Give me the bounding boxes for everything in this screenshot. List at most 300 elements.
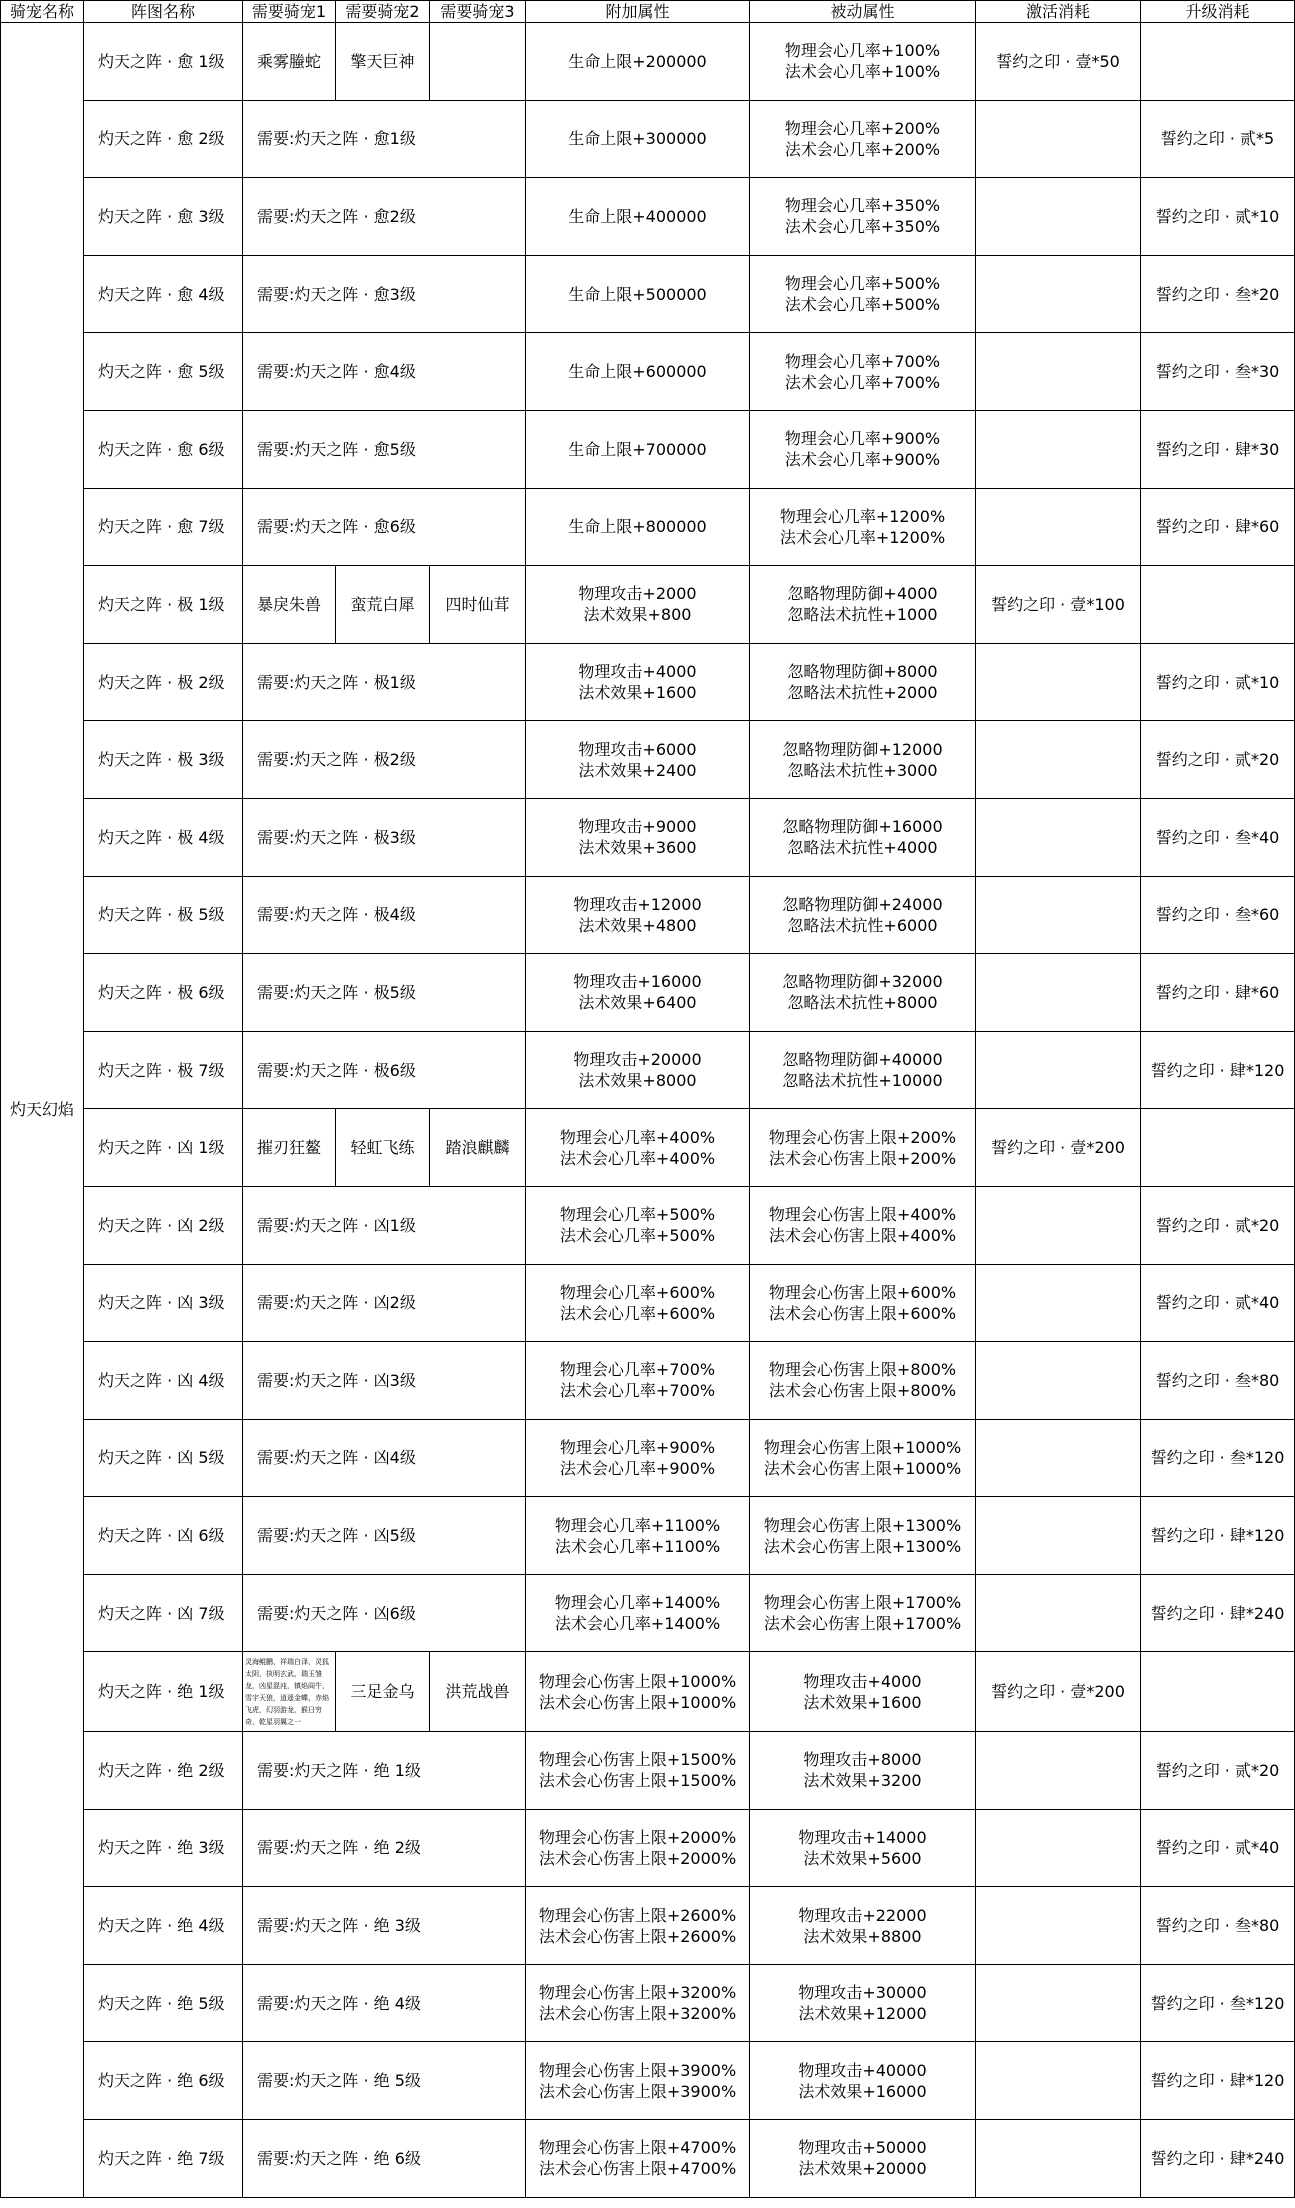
- formation-name-cell: 灼天之阵 · 愈 4级: [84, 255, 243, 333]
- bonus-attribute-cell-line: 法术效果+800: [583, 605, 692, 625]
- requirement-cell: 需要:灼天之阵 · 愈2级: [243, 178, 526, 256]
- activation-cost-cell: [976, 100, 1141, 178]
- passive-attribute-cell-line: 法术会心伤害上限+200%: [768, 1148, 957, 1168]
- table-row: [1, 876, 1295, 954]
- passive-attribute-cell-line: 物理攻击+22000: [798, 1905, 927, 1925]
- activation-cost-cell: [976, 333, 1141, 411]
- header-cell: 附加属性: [526, 1, 750, 23]
- requirement-cell: 需要:灼天之阵 · 凶4级: [243, 1419, 526, 1497]
- activation-cost-cell: [976, 643, 1141, 721]
- upgrade-cost-cell: 誓约之印 · 叁*40: [1141, 798, 1295, 876]
- bonus-attribute-cell-line: 物理攻击+16000: [573, 972, 702, 992]
- required-pet-1-cell: 暴戾朱兽: [243, 566, 336, 644]
- bonus-attribute-cell-line: 法术会心伤害上限+1000%: [538, 1692, 737, 1712]
- passive-attribute-cell: [750, 1342, 976, 1420]
- passive-attribute-cell-line: 物理会心伤害上限+800%: [768, 1360, 957, 1380]
- formation-name-cell: 灼天之阵 · 绝 4级: [84, 1887, 243, 1965]
- passive-attribute-cell-line: 物理攻击+8000: [803, 1750, 922, 1770]
- bonus-attribute-cell: [526, 1419, 750, 1497]
- bonus-attribute-cell-line: 法术会心几率+400%: [559, 1148, 716, 1168]
- bonus-attribute-cell-line: 法术会心几率+600%: [559, 1303, 716, 1323]
- required-pet-2-cell: 轻虹飞练: [336, 1109, 430, 1187]
- passive-attribute-cell: [750, 1887, 976, 1965]
- bonus-attribute-cell-line: 物理攻击+4000: [578, 662, 697, 682]
- table-row: [1, 1887, 1295, 1965]
- formation-name-cell: 灼天之阵 · 绝 1级: [84, 1652, 243, 1732]
- upgrade-cost-cell: 誓约之印 · 叁*120: [1141, 1419, 1295, 1497]
- passive-attribute-cell: [750, 1264, 976, 1342]
- formation-name-cell: 灼天之阵 · 凶 2级: [84, 1186, 243, 1264]
- passive-attribute-cell: [750, 876, 976, 954]
- upgrade-cost-cell: 誓约之印 · 肆*60: [1141, 488, 1295, 566]
- requirement-cell: 需要:灼天之阵 · 极3级: [243, 798, 526, 876]
- bonus-attribute-cell: [526, 1732, 750, 1810]
- header-cell: 被动属性: [750, 1, 976, 23]
- table-row: [1, 2042, 1295, 2120]
- bonus-attribute-cell-line: 法术效果+3600: [578, 838, 697, 858]
- bonus-attribute-cell-line: 法术效果+4800: [578, 915, 697, 935]
- bonus-attribute-cell-line: 物理会心几率+500%: [559, 1205, 716, 1225]
- table-row: [1, 1419, 1295, 1497]
- bonus-attribute-cell-line: 生命上限+600000: [568, 362, 707, 382]
- passive-attribute-cell-line: 法术会心伤害上限+400%: [768, 1226, 957, 1246]
- passive-attribute-cell: [750, 1964, 976, 2042]
- requirement-cell: 需要:灼天之阵 · 极2级: [243, 721, 526, 799]
- table-row: [1, 100, 1295, 178]
- passive-attribute-cell-line: 法术效果+8800: [803, 1926, 922, 1946]
- activation-cost-cell: 誓约之印 · 壹*200: [976, 1109, 1141, 1187]
- bonus-attribute-cell-line: 物理会心伤害上限+1500%: [538, 1750, 737, 1770]
- upgrade-cost-cell: 誓约之印 · 贰*40: [1141, 1264, 1295, 1342]
- passive-attribute-cell-line: 忽略物理防御+12000: [782, 739, 943, 759]
- bonus-attribute-cell: [526, 876, 750, 954]
- passive-attribute-cell-line: 物理攻击+50000: [798, 2138, 927, 2158]
- activation-cost-cell: [976, 410, 1141, 488]
- bonus-attribute-cell: [526, 255, 750, 333]
- bonus-attribute-cell-line: 法术会心伤害上限+1500%: [538, 1771, 737, 1791]
- formation-name-cell: 灼天之阵 · 愈 2级: [84, 100, 243, 178]
- activation-cost-cell: [976, 488, 1141, 566]
- passive-attribute-cell-line: 法术会心几率+100%: [784, 62, 941, 82]
- activation-cost-cell: [976, 255, 1141, 333]
- bonus-attribute-cell: [526, 1964, 750, 2042]
- requirement-cell: 需要:灼天之阵 · 愈1级: [243, 100, 526, 178]
- upgrade-cost-cell: [1141, 1109, 1295, 1187]
- requirement-cell: 需要:灼天之阵 · 凶6级: [243, 1574, 526, 1652]
- activation-cost-cell: [976, 721, 1141, 799]
- activation-cost-cell: [976, 1809, 1141, 1887]
- upgrade-cost-cell: 誓约之印 · 贰*20: [1141, 1732, 1295, 1810]
- passive-attribute-cell-line: 物理会心伤害上限+200%: [768, 1127, 957, 1147]
- activation-cost-cell: [976, 178, 1141, 256]
- upgrade-cost-cell: 誓约之印 · 贰*20: [1141, 1186, 1295, 1264]
- passive-attribute-cell-line: 物理会心伤害上限+600%: [768, 1282, 957, 1302]
- bonus-attribute-cell-line: 法术效果+1600: [578, 683, 697, 703]
- passive-attribute-cell-line: 物理会心几率+700%: [784, 351, 941, 371]
- bonus-attribute-cell: [526, 2042, 750, 2120]
- formation-name-cell: 灼天之阵 · 绝 3级: [84, 1809, 243, 1887]
- passive-attribute-cell-line: 法术会心几率+900%: [784, 450, 941, 470]
- passive-attribute-cell: [750, 1497, 976, 1575]
- requirement-cell: 需要:灼天之阵 · 愈3级: [243, 255, 526, 333]
- bonus-attribute-cell: [526, 1574, 750, 1652]
- table-row: [1, 1809, 1295, 1887]
- bonus-attribute-cell: [526, 333, 750, 411]
- formation-name-cell: 灼天之阵 · 凶 4级: [84, 1342, 243, 1420]
- table-row: [1, 1342, 1295, 1420]
- required-pet-2-cell: 三足金乌: [336, 1652, 430, 1732]
- table-row: [1, 954, 1295, 1032]
- passive-attribute-cell: [750, 100, 976, 178]
- bonus-attribute-cell-line: 生命上限+800000: [568, 517, 707, 537]
- requirement-cell: 需要:灼天之阵 · 绝 6级: [243, 2120, 526, 2198]
- passive-attribute-cell-line: 法术会心几率+200%: [784, 139, 941, 159]
- activation-cost-cell: [976, 876, 1141, 954]
- requirement-cell: 需要:灼天之阵 · 极4级: [243, 876, 526, 954]
- bonus-attribute-cell-line: 物理会心几率+700%: [559, 1360, 716, 1380]
- table-row: [1, 1031, 1295, 1109]
- bonus-attribute-cell: [526, 178, 750, 256]
- bonus-attribute-cell-line: 法术效果+8000: [578, 1071, 697, 1091]
- passive-attribute-cell: [750, 1419, 976, 1497]
- passive-attribute-cell-line: 忽略法术抗性+3000: [787, 760, 938, 780]
- formation-name-cell: 灼天之阵 · 愈 7级: [84, 488, 243, 566]
- bonus-attribute-cell-line: 物理会心几率+600%: [559, 1282, 716, 1302]
- required-pet-3-cell: 洪荒战兽: [430, 1652, 526, 1732]
- passive-attribute-cell-line: 法术效果+1600: [803, 1692, 922, 1712]
- header-cell: 需要骑宠3: [430, 1, 526, 23]
- activation-cost-cell: [976, 1497, 1141, 1575]
- required-pet-1-cell: 灵海鲲鹏，祥瑞白泽，灵狐太阴，执明玄武，瑞玉雏龙，凶星混沌，镇焰阎牛，雪宇天狼，逍遥金蝶，赤焰飞虎，幻羽游龙，猴日穷奇，乾星羽翼之一: [243, 1652, 336, 1732]
- header-cell: 激活消耗: [976, 1, 1141, 23]
- header-cell: 需要骑宠1: [243, 1, 336, 23]
- upgrade-cost-cell: 誓约之印 · 肆*240: [1141, 2120, 1295, 2198]
- bonus-attribute-cell-line: 生命上限+400000: [568, 206, 707, 226]
- bonus-attribute-cell-line: 物理会心伤害上限+4700%: [538, 2138, 737, 2158]
- passive-attribute-cell-line: 忽略法术抗性+10000: [782, 1071, 943, 1091]
- bonus-attribute-cell-line: 法术效果+2400: [578, 760, 697, 780]
- bonus-attribute-cell-line: 法术会心几率+500%: [559, 1226, 716, 1246]
- bonus-attribute-cell-line: 物理攻击+12000: [573, 894, 702, 914]
- passive-attribute-cell-line: 法术效果+16000: [798, 2081, 927, 2101]
- activation-cost-cell: 誓约之印 · 壹*100: [976, 566, 1141, 644]
- required-pet-3-cell: 四时仙茸: [430, 566, 526, 644]
- requirement-cell: 需要:灼天之阵 · 绝 1级: [243, 1732, 526, 1810]
- formation-name-cell: 灼天之阵 · 凶 1级: [84, 1109, 243, 1187]
- activation-cost-cell: [976, 2120, 1141, 2198]
- table-row: [1, 1497, 1295, 1575]
- bonus-attribute-cell-line: 物理会心伤害上限+1000%: [538, 1671, 737, 1691]
- formation-name-cell: 灼天之阵 · 凶 3级: [84, 1264, 243, 1342]
- header-cell: 升级消耗: [1141, 1, 1295, 23]
- activation-cost-cell: [976, 1574, 1141, 1652]
- bonus-attribute-cell-line: 生命上限+200000: [568, 51, 707, 71]
- table-header-row: [1, 1, 1295, 23]
- table-row: [1, 178, 1295, 256]
- header-cell: 需要骑宠2: [336, 1, 430, 23]
- passive-attribute-cell-line: 忽略法术抗性+2000: [787, 683, 938, 703]
- activation-cost-cell: 誓约之印 · 壹*50: [976, 23, 1141, 101]
- formation-name-cell: 灼天之阵 · 愈 5级: [84, 333, 243, 411]
- activation-cost-cell: [976, 1887, 1141, 1965]
- requirement-cell: 需要:灼天之阵 · 极5级: [243, 954, 526, 1032]
- passive-attribute-cell: [750, 1809, 976, 1887]
- passive-attribute-cell: [750, 954, 976, 1032]
- passive-attribute-cell: [750, 178, 976, 256]
- passive-attribute-cell-line: 物理攻击+4000: [803, 1671, 922, 1691]
- upgrade-cost-cell: 誓约之印 · 叁*80: [1141, 1887, 1295, 1965]
- passive-attribute-cell-line: 物理会心伤害上限+1000%: [763, 1437, 962, 1457]
- passive-attribute-cell: [750, 1186, 976, 1264]
- pet-name-cell: 灼天幻焰: [1, 23, 84, 2198]
- required-pet-2-cell: 擎天巨神: [336, 23, 430, 101]
- bonus-attribute-cell: [526, 1809, 750, 1887]
- requirement-cell: 需要:灼天之阵 · 绝 5级: [243, 2042, 526, 2120]
- required-pet-3-cell: 踏浪麒麟: [430, 1109, 526, 1187]
- upgrade-cost-cell: 誓约之印 · 肆*120: [1141, 1031, 1295, 1109]
- formation-name-cell: 灼天之阵 · 凶 6级: [84, 1497, 243, 1575]
- requirement-cell: 需要:灼天之阵 · 凶5级: [243, 1497, 526, 1575]
- passive-attribute-cell-line: 忽略物理防御+40000: [782, 1050, 943, 1070]
- activation-cost-cell: [976, 1031, 1141, 1109]
- bonus-attribute-cell-line: 物理攻击+6000: [578, 739, 697, 759]
- bonus-attribute-cell: [526, 1264, 750, 1342]
- passive-attribute-cell-line: 忽略物理防御+4000: [787, 584, 938, 604]
- upgrade-cost-cell: 誓约之印 · 叁*60: [1141, 876, 1295, 954]
- header-cell: 骑宠名称: [1, 1, 84, 23]
- upgrade-cost-cell: 誓约之印 · 贰*20: [1141, 721, 1295, 799]
- bonus-attribute-cell: [526, 1887, 750, 1965]
- formation-name-cell: 灼天之阵 · 极 6级: [84, 954, 243, 1032]
- formation-name-cell: 灼天之阵 · 极 2级: [84, 643, 243, 721]
- bonus-attribute-cell: [526, 1186, 750, 1264]
- bonus-attribute-cell-line: 物理攻击+9000: [578, 817, 697, 837]
- formation-name-cell: 灼天之阵 · 愈 1级: [84, 23, 243, 101]
- passive-attribute-cell: [750, 1652, 976, 1732]
- bonus-attribute-cell: [526, 1497, 750, 1575]
- passive-attribute-cell-line: 物理攻击+14000: [798, 1827, 927, 1847]
- passive-attribute-cell: [750, 255, 976, 333]
- bonus-attribute-cell-line: 法术效果+6400: [578, 993, 697, 1013]
- table-row: [1, 1109, 1295, 1187]
- required-pet-1-cell: 摧刃狂鳌: [243, 1109, 336, 1187]
- bonus-attribute-cell: [526, 1342, 750, 1420]
- bonus-attribute-cell-line: 生命上限+500000: [568, 284, 707, 304]
- bonus-attribute-cell-line: 法术会心几率+900%: [559, 1458, 716, 1478]
- requirement-cell: 需要:灼天之阵 · 凶1级: [243, 1186, 526, 1264]
- bonus-attribute-cell-line: 物理会心伤害上限+3200%: [538, 1983, 737, 2003]
- bonus-attribute-cell-line: 法术会心几率+700%: [559, 1381, 716, 1401]
- passive-attribute-cell-line: 法术效果+12000: [798, 2004, 927, 2024]
- requirement-cell: 需要:灼天之阵 · 愈4级: [243, 333, 526, 411]
- passive-attribute-cell: [750, 1031, 976, 1109]
- table-row: [1, 1964, 1295, 2042]
- bonus-attribute-cell: [526, 1031, 750, 1109]
- table-row: [1, 1264, 1295, 1342]
- bonus-attribute-cell-line: 法术会心伤害上限+2600%: [538, 1926, 737, 1946]
- passive-attribute-cell-line: 法术会心伤害上限+600%: [768, 1303, 957, 1323]
- passive-attribute-cell-line: 物理会心几率+350%: [784, 196, 941, 216]
- activation-cost-cell: [976, 2042, 1141, 2120]
- bonus-attribute-cell: [526, 23, 750, 101]
- table-row: [1, 798, 1295, 876]
- upgrade-cost-cell: 誓约之印 · 肆*30: [1141, 410, 1295, 488]
- table-row: [1, 23, 1295, 101]
- formation-name-cell: 灼天之阵 · 绝 6级: [84, 2042, 243, 2120]
- passive-attribute-cell-line: 忽略法术抗性+8000: [787, 993, 938, 1013]
- bonus-attribute-cell: [526, 566, 750, 644]
- activation-cost-cell: [976, 1964, 1141, 2042]
- upgrade-cost-cell: 誓约之印 · 叁*80: [1141, 1342, 1295, 1420]
- table-row: [1, 566, 1295, 644]
- formation-name-cell: 灼天之阵 · 绝 5级: [84, 1964, 243, 2042]
- upgrade-cost-cell: 誓约之印 · 肆*60: [1141, 954, 1295, 1032]
- passive-attribute-cell: [750, 410, 976, 488]
- bonus-attribute-cell-line: 物理攻击+2000: [578, 584, 697, 604]
- activation-cost-cell: [976, 798, 1141, 876]
- bonus-attribute-cell-line: 生命上限+700000: [568, 439, 707, 459]
- bonus-attribute-cell: [526, 100, 750, 178]
- requirement-cell: 需要:灼天之阵 · 极1级: [243, 643, 526, 721]
- upgrade-cost-cell: [1141, 23, 1295, 101]
- upgrade-cost-cell: 誓约之印 · 叁*20: [1141, 255, 1295, 333]
- bonus-attribute-cell-line: 法术会心伤害上限+4700%: [538, 2159, 737, 2179]
- passive-attribute-cell-line: 法术会心伤害上限+1300%: [763, 1536, 962, 1556]
- table-row: [1, 1652, 1295, 1732]
- upgrade-cost-cell: 誓约之印 · 贰*10: [1141, 178, 1295, 256]
- requirement-cell: 需要:灼天之阵 · 凶3级: [243, 1342, 526, 1420]
- bonus-attribute-cell-line: 法术会心伤害上限+3900%: [538, 2081, 737, 2101]
- requirement-cell: 需要:灼天之阵 · 绝 3级: [243, 1887, 526, 1965]
- bonus-attribute-cell: [526, 721, 750, 799]
- formation-name-cell: 灼天之阵 · 极 3级: [84, 721, 243, 799]
- formation-name-cell: 灼天之阵 · 极 4级: [84, 798, 243, 876]
- passive-attribute-cell-line: 法术会心几率+500%: [784, 295, 941, 315]
- upgrade-cost-cell: [1141, 1652, 1295, 1732]
- bonus-attribute-cell-line: 物理会心几率+1100%: [554, 1515, 721, 1535]
- bonus-attribute-cell: [526, 1652, 750, 1732]
- required-pet-2-cell: 蛮荒白犀: [336, 566, 430, 644]
- passive-attribute-cell: [750, 721, 976, 799]
- formation-name-cell: 灼天之阵 · 极 7级: [84, 1031, 243, 1109]
- passive-attribute-cell-line: 物理会心伤害上限+1700%: [763, 1593, 962, 1613]
- passive-attribute-cell-line: 法术效果+20000: [798, 2159, 927, 2179]
- table-row: [1, 255, 1295, 333]
- table-row: [1, 333, 1295, 411]
- upgrade-cost-cell: 誓约之印 · 肆*240: [1141, 1574, 1295, 1652]
- bonus-attribute-cell-line: 物理会心伤害上限+2000%: [538, 1827, 737, 1847]
- activation-cost-cell: [976, 1419, 1141, 1497]
- requirement-cell: 需要:灼天之阵 · 愈5级: [243, 410, 526, 488]
- bonus-attribute-cell-line: 物理会心伤害上限+2600%: [538, 1905, 737, 1925]
- passive-attribute-cell-line: 法术会心伤害上限+800%: [768, 1381, 957, 1401]
- passive-attribute-cell-line: 法术会心几率+350%: [784, 217, 941, 237]
- passive-attribute-cell: [750, 1732, 976, 1810]
- passive-attribute-cell: [750, 566, 976, 644]
- bonus-attribute-cell-line: 法术会心伤害上限+3200%: [538, 2004, 737, 2024]
- required-pet-1-cell: 乘雾螣蛇: [243, 23, 336, 101]
- formation-name-cell: 灼天之阵 · 凶 7级: [84, 1574, 243, 1652]
- bonus-attribute-cell-line: 物理攻击+20000: [573, 1050, 702, 1070]
- bonus-attribute-cell: [526, 643, 750, 721]
- formation-name-cell: 灼天之阵 · 极 5级: [84, 876, 243, 954]
- formation-name-cell: 灼天之阵 · 绝 7级: [84, 2120, 243, 2198]
- passive-attribute-cell-line: 忽略物理防御+16000: [782, 817, 943, 837]
- bonus-attribute-cell: [526, 954, 750, 1032]
- table-row: [1, 643, 1295, 721]
- passive-attribute-cell: [750, 1109, 976, 1187]
- bonus-attribute-cell-line: 物理会心几率+1400%: [554, 1593, 721, 1613]
- activation-cost-cell: [976, 1264, 1141, 1342]
- requirement-cell: 需要:灼天之阵 · 绝 2级: [243, 1809, 526, 1887]
- passive-attribute-cell-line: 忽略法术抗性+4000: [787, 838, 938, 858]
- bonus-attribute-cell: [526, 798, 750, 876]
- table-row: [1, 721, 1295, 799]
- table-row: [1, 410, 1295, 488]
- formation-name-cell: 灼天之阵 · 极 1级: [84, 566, 243, 644]
- passive-attribute-cell-line: 忽略法术抗性+6000: [787, 915, 938, 935]
- activation-cost-cell: [976, 1186, 1141, 1264]
- passive-attribute-cell-line: 物理会心几率+200%: [784, 118, 941, 138]
- bonus-attribute-cell-line: 法术会心几率+1100%: [554, 1536, 721, 1556]
- requirement-cell: 需要:灼天之阵 · 绝 4级: [243, 1964, 526, 2042]
- formation-name-cell: 灼天之阵 · 愈 6级: [84, 410, 243, 488]
- passive-attribute-cell: [750, 333, 976, 411]
- bonus-attribute-cell-line: 物理会心伤害上限+3900%: [538, 2060, 737, 2080]
- upgrade-cost-cell: 誓约之印 · 肆*120: [1141, 2042, 1295, 2120]
- passive-attribute-cell-line: 法术会心伤害上限+1700%: [763, 1614, 962, 1634]
- passive-attribute-cell-line: 物理攻击+30000: [798, 1983, 927, 2003]
- bonus-attribute-cell: [526, 1109, 750, 1187]
- passive-attribute-cell-line: 忽略物理防御+24000: [782, 894, 943, 914]
- upgrade-cost-cell: [1141, 566, 1295, 644]
- header-cell: 阵图名称: [84, 1, 243, 23]
- passive-attribute-cell: [750, 488, 976, 566]
- passive-attribute-cell-line: 物理会心几率+900%: [784, 429, 941, 449]
- passive-attribute-cell-line: 物理会心伤害上限+400%: [768, 1205, 957, 1225]
- bonus-attribute-cell-line: 物理会心几率+400%: [559, 1127, 716, 1147]
- bonus-attribute-cell-line: 生命上限+300000: [568, 129, 707, 149]
- upgrade-cost-cell: 誓约之印 · 叁*120: [1141, 1964, 1295, 2042]
- table-row: [1, 1574, 1295, 1652]
- passive-attribute-cell: [750, 23, 976, 101]
- upgrade-cost-cell: 誓约之印 · 叁*30: [1141, 333, 1295, 411]
- bonus-attribute-cell: [526, 410, 750, 488]
- passive-attribute-cell-line: 忽略物理防御+8000: [787, 662, 938, 682]
- passive-attribute-cell: [750, 643, 976, 721]
- requirement-cell: 需要:灼天之阵 · 极6级: [243, 1031, 526, 1109]
- passive-attribute-cell: [750, 2042, 976, 2120]
- formation-name-cell: 灼天之阵 · 凶 5级: [84, 1419, 243, 1497]
- bonus-attribute-cell-line: 法术会心几率+1400%: [554, 1614, 721, 1634]
- bonus-attribute-cell: [526, 2120, 750, 2198]
- formation-name-cell: 灼天之阵 · 愈 3级: [84, 178, 243, 256]
- table-row: [1, 488, 1295, 566]
- requirement-cell: 需要:灼天之阵 · 凶2级: [243, 1264, 526, 1342]
- table-row: [1, 2120, 1295, 2198]
- passive-attribute-cell: [750, 1574, 976, 1652]
- formation-name-cell: 灼天之阵 · 绝 2级: [84, 1732, 243, 1810]
- activation-cost-cell: 誓约之印 · 壹*200: [976, 1652, 1141, 1732]
- activation-cost-cell: [976, 1342, 1141, 1420]
- passive-attribute-cell: [750, 798, 976, 876]
- passive-attribute-cell-line: 忽略物理防御+32000: [782, 972, 943, 992]
- passive-attribute-cell: [750, 2120, 976, 2198]
- passive-attribute-cell-line: 法术会心几率+1200%: [779, 527, 946, 547]
- requirement-cell: 需要:灼天之阵 · 愈6级: [243, 488, 526, 566]
- activation-cost-cell: [976, 1732, 1141, 1810]
- passive-attribute-cell-line: 法术效果+5600: [803, 1848, 922, 1868]
